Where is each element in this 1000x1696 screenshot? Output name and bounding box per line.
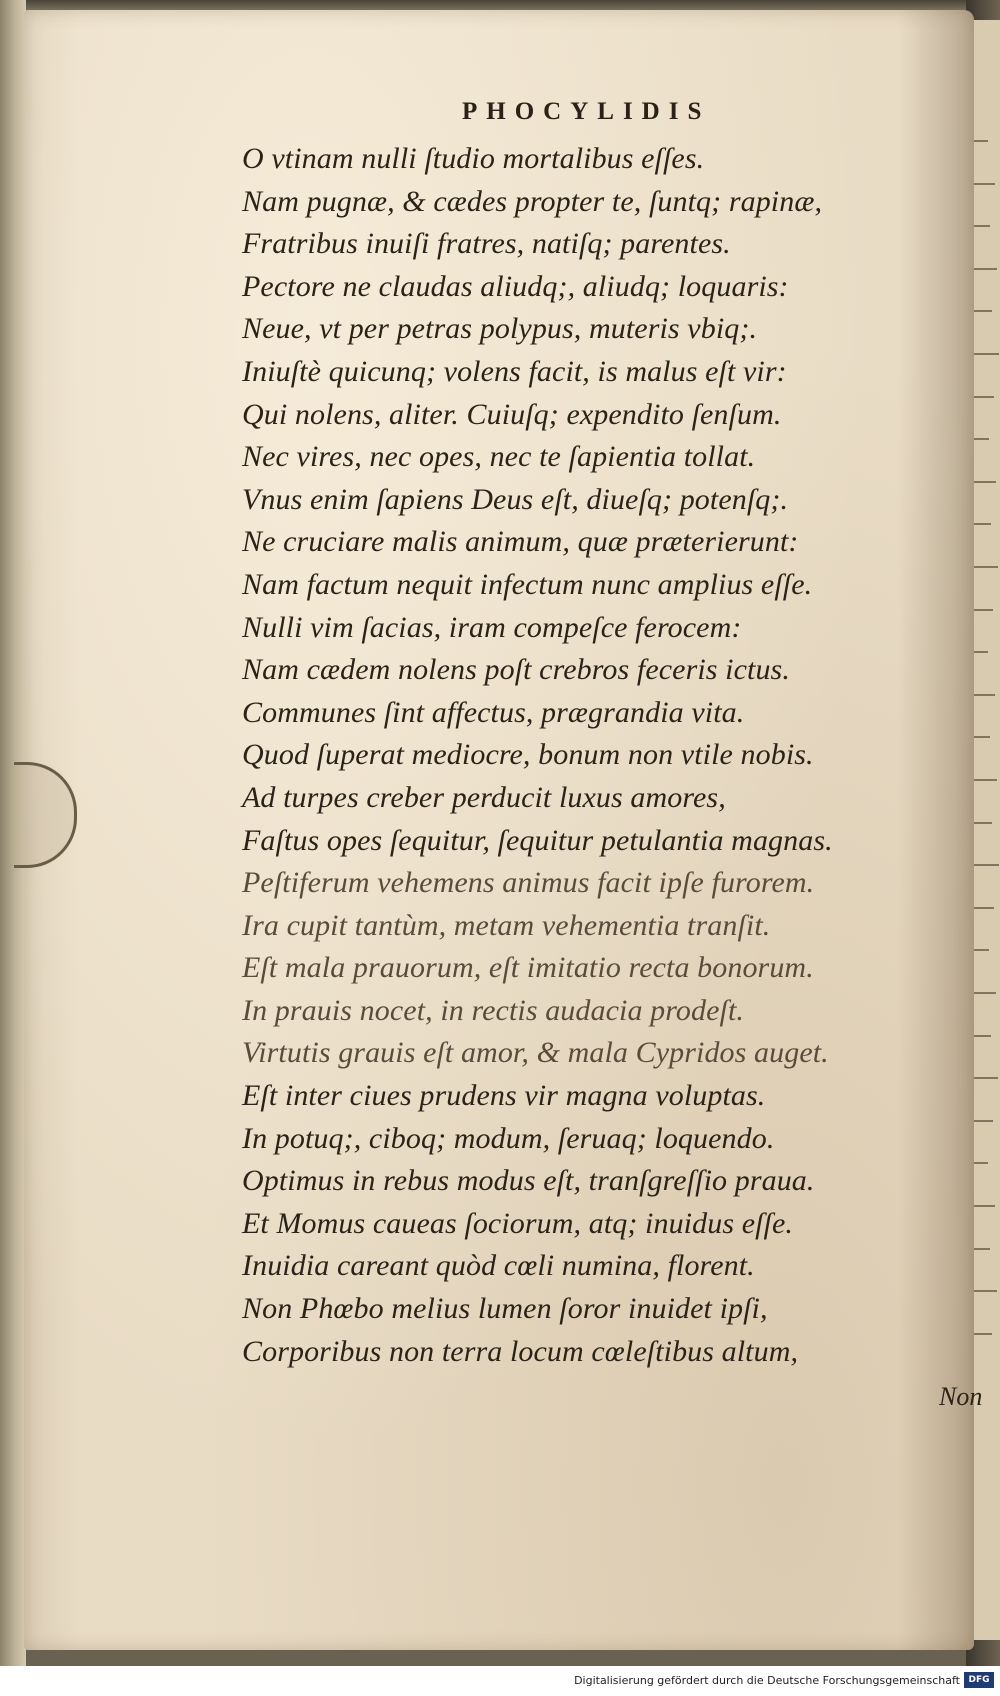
adjacent-page-text-fragment (974, 907, 994, 909)
adjacent-page-text-fragment (974, 736, 990, 738)
verse-line: Virtutis grauis eſt amor, & mala Cypridos auget. (242, 1036, 829, 1070)
adjacent-page-text-fragment (974, 353, 999, 355)
verse-line: O vtinam nulli ſtudio mortalibus eſſes. (242, 142, 705, 175)
verse-line: In prauis nocet, in rectis audacia prodeſt. (242, 993, 745, 1027)
clasp-mark (14, 762, 77, 868)
verse-line: Inuidia careant quòd cœli numina, florent. (242, 1249, 755, 1283)
book-page (24, 10, 983, 1650)
adjacent-page-text-fragment (974, 1205, 995, 1207)
adjacent-page-text-fragment (974, 1120, 993, 1122)
verse-line: Ne cruciare malis animum, quæ præterierunt: (242, 525, 799, 559)
verse-line: Nec vires, nec opes, nec te ſapientia tollat. (242, 440, 756, 474)
catchword: Non (939, 1382, 983, 1411)
adjacent-page-text-fragment (974, 225, 990, 227)
adjacent-page-text-fragment (974, 396, 994, 398)
adjacent-page-text-fragment (974, 694, 995, 696)
adjacent-page-text-fragment (974, 183, 995, 185)
adjacent-page-text-fragment (974, 310, 992, 312)
footer-band (0, 1666, 1000, 1696)
adjacent-page-text-fragment (974, 523, 991, 525)
adjacent-page-text-fragment (974, 140, 988, 142)
adjacent-page-text-fragment (974, 566, 998, 568)
adjacent-page-text-fragment (974, 481, 996, 483)
verse-line: Optimus in rebus modus eſt, tranſgreſſio praua. (242, 1164, 815, 1198)
verse-line: Qui nolens, aliter. Cuiuſq; expendito ſenſum. (242, 397, 782, 431)
adjacent-page-text-fragment (974, 1035, 991, 1037)
verse-line: Communes ſint affectus, prægrandia vita. (242, 695, 745, 729)
adjacent-page-text-fragment (974, 1248, 990, 1250)
adjacent-page-text-fragment (974, 609, 993, 611)
adjacent-page-text-fragment (974, 779, 997, 781)
verse-line: Nam pugnæ, & cædes propter te, ſuntq; rapinæ, (242, 184, 823, 218)
verse-line: Eſt inter ciues prudens vir magna voluptas. (242, 1079, 766, 1113)
dfg-logo: DFG (964, 1672, 994, 1688)
verse-line: Non Phœbo melius lumen ſoror inuidet ipſi, (242, 1292, 768, 1326)
verse-line: Ira cupit tantùm, metam vehementia tranſit. (242, 908, 771, 942)
verse-line: Iniuſtè quicunq; volens facit, is malus eſt vir: (242, 354, 787, 388)
adjacent-page-text-fragment (974, 1333, 992, 1335)
adjacent-page-text-fragment (974, 864, 999, 866)
adjacent-page-text-fragment (974, 651, 988, 653)
adjacent-page-text-fragment (974, 268, 997, 270)
verse-line: Pectore ne claudas aliudq;, aliudq; loquaris: (242, 269, 789, 303)
verse-line: Faſtus opes ſequitur, ſequitur petulantia magnas. (242, 823, 833, 857)
verse-line: Nulli vim ſacias, iram compeſce ferocem: (242, 610, 742, 644)
verse-line: Quod ſuperat mediocre, bonum non vtile nobis. (242, 738, 814, 772)
verse-line: Nam factum nequit infectum nunc amplius eſſe. (242, 567, 813, 601)
verse-line: Eſt mala prauorum, eſt imitatio recta bonorum. (242, 951, 814, 985)
adjacent-page-text-fragment (974, 438, 989, 440)
verse-line: Corporibus non terra locum cœleſtibus altum, (242, 1334, 799, 1368)
verse-line: Fratribus inuiſi fratres, natiſq; parentes. (242, 227, 731, 261)
adjacent-page-text-fragment (974, 1290, 997, 1292)
verse-line: Peſtiferum vehemens animus facit ipſe furorem. (242, 866, 815, 900)
digitization-notice: Digitalisierung gefördert durch die Deutsche Forschungsgemeinschaft (574, 1674, 960, 1687)
adjacent-page-text-fragment (974, 1162, 988, 1164)
verse-line: In potuq;, ciboq; modum, ſeruaq; loquendo. (242, 1121, 775, 1155)
verse-line: Ad turpes creber perducit luxus amores, (242, 780, 726, 814)
verse-line: Et Momus caueas ſociorum, atq; inuidus eſſe. (242, 1206, 793, 1240)
verse-line: Neue, vt per petras polypus, muteris vbiq;. (242, 312, 758, 346)
adjacent-page-text-fragment (974, 949, 989, 951)
running-head: PHOCYLIDIS (462, 98, 711, 125)
adjacent-page-text-fragment (974, 992, 996, 994)
adjacent-page-text-fragment (974, 822, 992, 824)
adjacent-page-text-fragment (974, 1077, 998, 1079)
verse-line: Nam cædem nolens poſt crebros feceris ictus. (242, 653, 790, 687)
verse-block (242, 138, 962, 1373)
verse-line: Vnus enim ſapiens Deus eſt, diueſq; potenſq;. (242, 482, 789, 516)
